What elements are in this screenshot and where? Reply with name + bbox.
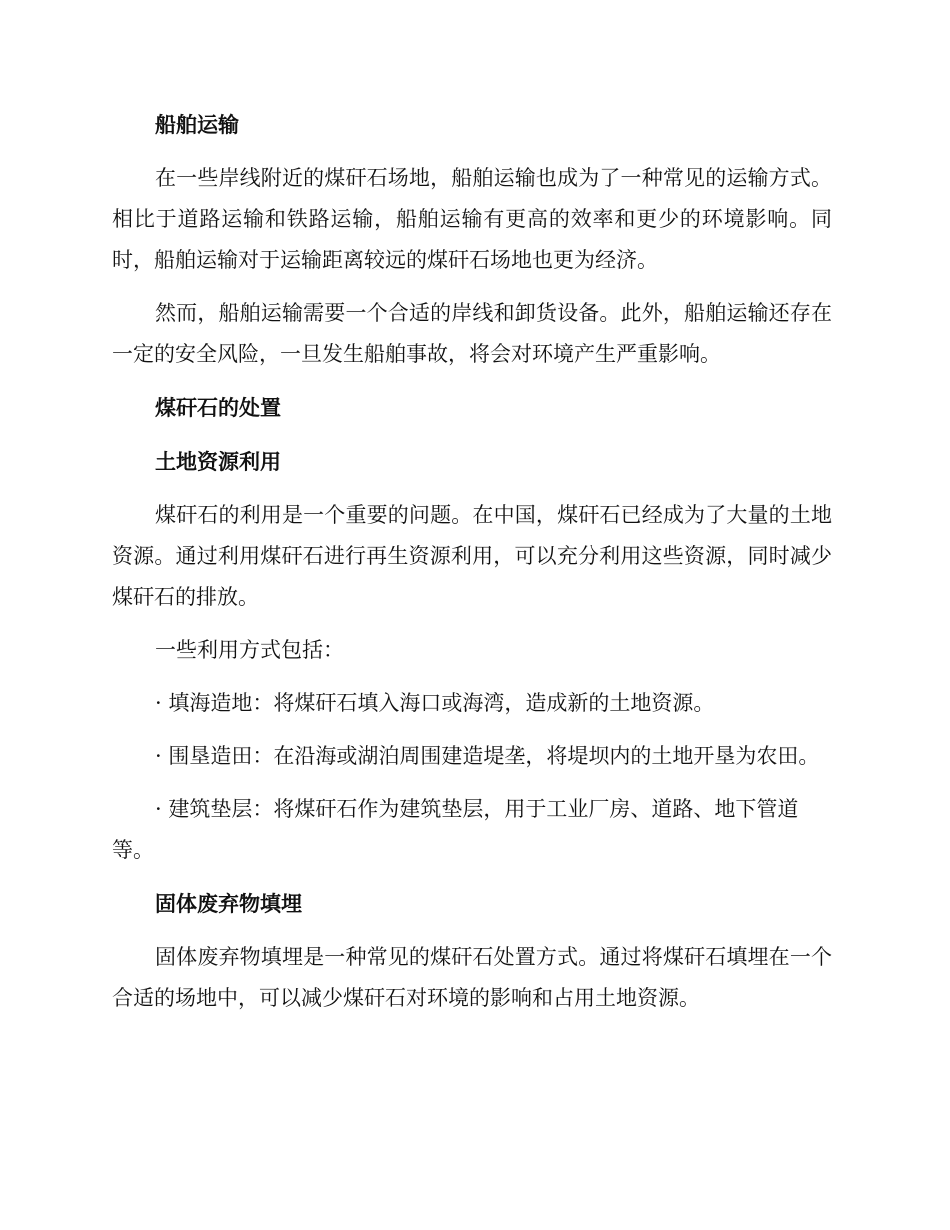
section-heading-landfill: 固体废弃物填埋 (155, 892, 302, 916)
paragraph: 一些利用方式包括： (155, 638, 344, 662)
section-heading-ship-transport: 船舶运输 (155, 113, 239, 137)
paragraph: 固体废弃物填埋是一种常见的煤矸石处置方式。通过将煤矸石填埋在一个合适的场地中，可以减少煤矸石对环境的影响和占用土地资源。 (112, 945, 832, 1010)
list-item: · 填海造地：将煤矸石填入海口或海湾，造成新的土地资源。 (155, 691, 715, 715)
document-page (112, 104, 832, 1031)
paragraph: 煤矸石的利用是一个重要的问题。在中国，煤矸石已经成为了大量的土地资源。通过利用煤矸石进行再生资源利用，可以充分利用这些资源，同时减少煤矸石的排放。 (112, 503, 832, 609)
list-item: · 围垦造田：在沿海或湖泊周围建造堤垄，将堤坝内的土地开垦为农田。 (155, 744, 820, 768)
paragraph: 然而，船舶运输需要一个合适的岸线和卸货设备。此外，船舶运输还存在一定的安全风险，一旦发生船舶事故，将会对环境产生严重影响。 (112, 301, 832, 366)
section-heading-land-use: 土地资源利用 (155, 450, 281, 474)
list-item: · 建筑垫层：将煤矸石作为建筑垫层，用于工业厂房、道路、地下管道等。 (112, 797, 799, 862)
paragraph: 在一些岸线附近的煤矸石场地，船舶运输也成为了一种常见的运输方式。相比于道路运输和铁路运输，船舶运输有更高的效率和更少的环境影响。同时，船舶运输对于运输距离较远的煤矸石场地也更为经济。 (112, 166, 832, 272)
section-heading-disposal: 煤矸石的处置 (155, 396, 281, 420)
